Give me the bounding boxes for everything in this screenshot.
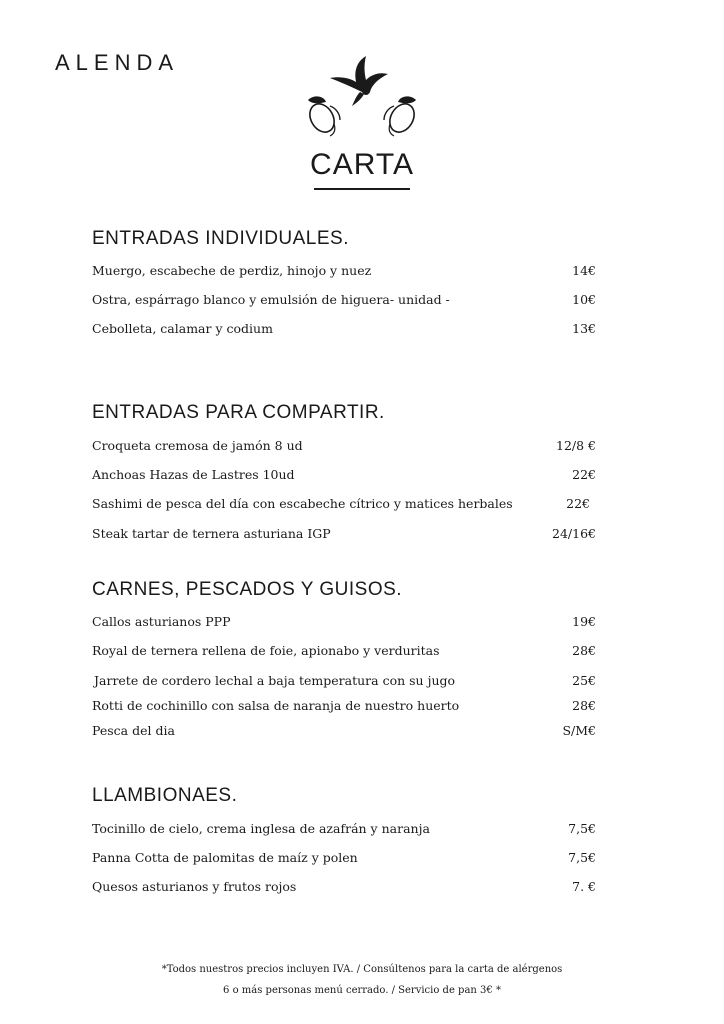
section-title: LLAMBIONAES. xyxy=(92,785,238,806)
item-price: 22€ xyxy=(572,467,596,482)
menu-item xyxy=(92,292,596,312)
item-price: 7,5€ xyxy=(568,821,596,836)
item-name: Tocinillo de cielo, crema inglesa de azafrán y naranja xyxy=(92,821,430,836)
item-name: Ostra, espárrago blanco y emulsión de higuera- unidad - xyxy=(92,292,450,307)
menu-item xyxy=(92,698,596,718)
menu-item xyxy=(92,850,596,870)
item-price: 22€ xyxy=(566,496,590,511)
item-name: Anchoas Hazas de Lastres 10ud xyxy=(92,467,295,482)
item-price: S/M€ xyxy=(562,723,596,738)
item-name: Royal de ternera rellena de foie, apionabo y verduritas xyxy=(92,643,440,658)
item-price: 14€ xyxy=(572,263,596,278)
item-name: Callos asturianos PPP xyxy=(92,614,231,629)
menu-item xyxy=(92,673,596,693)
brand-name: ALENDA xyxy=(55,50,180,75)
item-price: 13€ xyxy=(572,321,596,336)
item-name: Sashimi de pesca del día con escabeche cítrico y matices herbales xyxy=(92,496,513,511)
title-underline xyxy=(314,188,410,190)
item-name: Jarrete de cordero lechal a baja temperatura con su jugo xyxy=(94,673,456,688)
item-price: 7. € xyxy=(572,879,596,894)
menu-item xyxy=(92,263,596,283)
section-title: ENTRADAS PARA COMPARTIR. xyxy=(92,402,385,423)
menu-item xyxy=(92,614,596,634)
item-price: 24/16€ xyxy=(552,526,596,541)
item-name: Steak tartar de ternera asturiana IGP xyxy=(92,526,331,541)
menu-item xyxy=(92,821,596,841)
item-price: 10€ xyxy=(572,292,596,307)
bird-lemons-logo xyxy=(300,52,424,140)
section-title: ENTRADAS INDIVIDUALES. xyxy=(92,228,349,249)
item-price: 28€ xyxy=(572,643,596,658)
item-name: Croqueta cremosa de jamón 8 ud xyxy=(92,438,303,453)
menu-item xyxy=(92,438,596,458)
menu-item xyxy=(92,467,596,487)
item-name: Cebolleta, calamar y codium xyxy=(92,321,273,336)
item-price: 19€ xyxy=(572,614,596,629)
item-name: Muergo, escabeche de perdiz, hinojo y nuez xyxy=(92,263,372,278)
menu-item xyxy=(92,321,596,341)
menu-item xyxy=(92,526,596,546)
item-name: Rotti de cochinillo con salsa de naranja de nuestro huerto xyxy=(92,698,460,713)
footnote-line: *Todos nuestros precios incluyen IVA. / Consúltenos para la carta de alérgenos xyxy=(161,964,563,975)
item-price: 12/8 € xyxy=(556,438,596,453)
footnote-line: 6 o más personas menú cerrado. / Servicio de pan 3€ * xyxy=(223,985,501,996)
item-price: 25€ xyxy=(572,673,596,688)
item-price: 28€ xyxy=(572,698,596,713)
menu-item xyxy=(92,879,596,899)
menu-item xyxy=(92,643,596,663)
menu-title: CARTA xyxy=(310,148,414,181)
item-price: 7,5€ xyxy=(568,850,596,865)
item-name: Quesos asturianos y frutos rojos xyxy=(92,879,297,894)
menu-item xyxy=(92,496,596,516)
section-title: CARNES, PESCADOS Y GUISOS. xyxy=(92,579,403,600)
item-name: Pesca del dia xyxy=(92,723,175,738)
item-name: Panna Cotta de palomitas de maíz y polen xyxy=(92,850,358,865)
menu-item xyxy=(92,723,596,743)
